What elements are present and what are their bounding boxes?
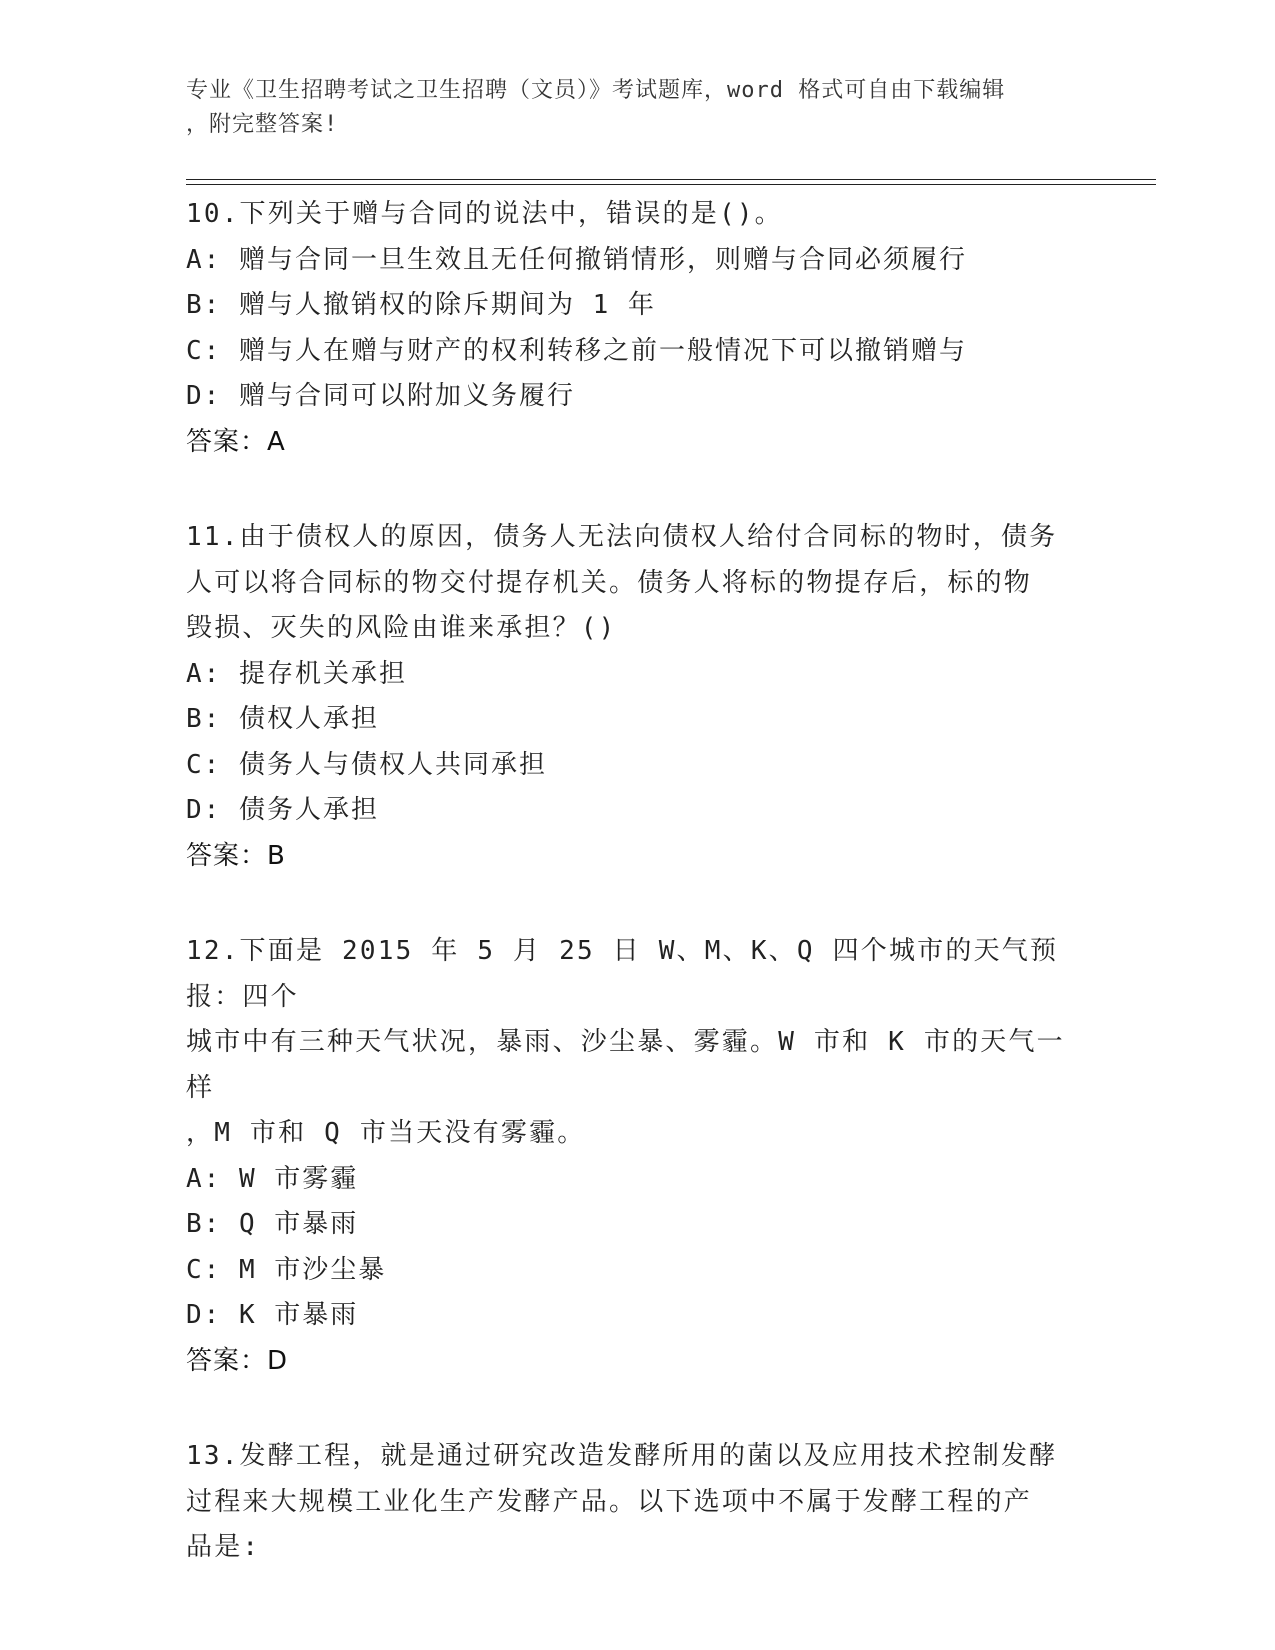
question-stem: 过程来大规模工业化生产发酵产品。以下选项中不属于发酵工程的产 [186, 1486, 1033, 1517]
question-stem: 品是: [186, 1532, 261, 1562]
option-b: B: Q 市暴雨 [186, 1209, 359, 1239]
option-a: A: 提存机关承担 [186, 658, 407, 689]
option-c: C: M 市沙尘暴 [186, 1254, 387, 1285]
option-c: C: 债务人与债权人共同承担 [186, 749, 547, 780]
option-d: D: 赠与合同可以附加义务履行 [186, 381, 575, 411]
question-stem: 13.发酵工程，就是通过研究改造发酵所用的菌以及应用技术控制发酵 [186, 1441, 1058, 1471]
option-c: C: 赠与人在赠与财产的权利转移之前一般情况下可以撤销赠与 [186, 335, 967, 366]
question-11 [186, 515, 1086, 879]
question-stem: 人可以将合同标的物交付提存机关。债务人将标的物提存后，标的物 [186, 567, 1033, 598]
option-a: A: W 市雾霾 [186, 1163, 359, 1194]
option-b: B: 债权人承担 [186, 704, 379, 734]
question-stem: 10.下列关于赠与合同的说法中，错误的是()。 [186, 199, 783, 229]
option-b: B: 赠与人撤销权的除斥期间为 1 年 [186, 290, 656, 320]
document-header [186, 74, 1066, 142]
question-stem: 毁损、灭失的风险由谁来承担？() [186, 613, 617, 643]
header-divider-bottom [186, 184, 1156, 185]
question-12 [186, 929, 1086, 1384]
option-d: D: K 市暴雨 [186, 1300, 359, 1330]
question-10 [186, 192, 1086, 465]
answer-label: 答案：B [186, 840, 286, 871]
answer-label: 答案：D [186, 1345, 289, 1376]
question-stem: ，M 市和 Q 市当天没有雾霾。 [186, 1118, 586, 1148]
question-stem: 12.下面是 2015 年 5 月 25 日 W、M、K、Q 四个城市的天气预报：四个 [186, 936, 1059, 1012]
question-list [186, 192, 1086, 1621]
question-stem: 11.由于债权人的原因，债务人无法向债权人给付合同标的物时，债务 [186, 522, 1058, 552]
question-13 [186, 1434, 1086, 1571]
header-divider-top [186, 179, 1156, 180]
answer-label: 答案：A [186, 426, 286, 457]
header-line-1: 专业《卫生招聘考试之卫生招聘（文员）》考试题库，word 格式可自由下载编辑 [186, 78, 1006, 103]
header-line-2: ，附完整答案! [186, 112, 339, 137]
option-a: A: 赠与合同一旦生效且无任何撤销情形，则赠与合同必须履行 [186, 244, 967, 275]
option-d: D: 债务人承担 [186, 795, 379, 825]
question-stem: 城市中有三种天气状况，暴雨、沙尘暴、雾霾。W 市和 K 市的天气一样 [186, 1027, 1065, 1103]
